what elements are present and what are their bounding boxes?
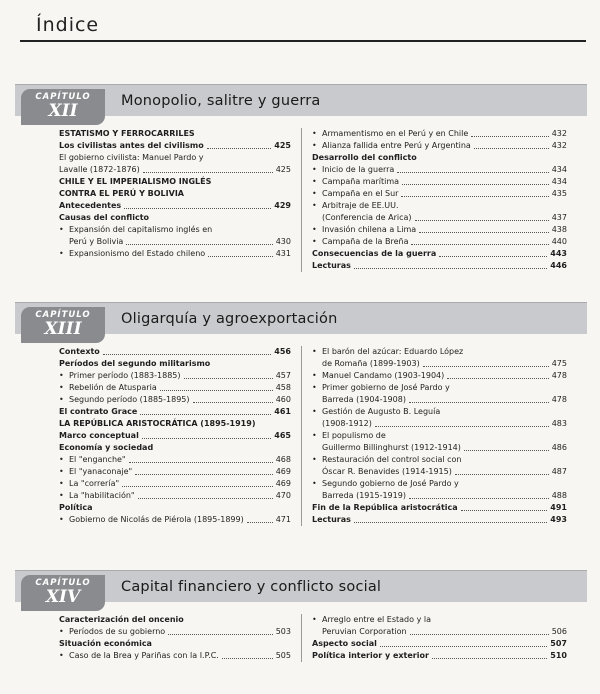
bullet-icon: • [59, 491, 64, 500]
dot-leader [411, 244, 548, 245]
toc-page-number: 440 [551, 237, 567, 246]
toc-entry-text: La "correría" [69, 479, 120, 488]
toc-entry[interactable] [312, 382, 567, 394]
dot-leader [461, 510, 548, 511]
toc-entry[interactable] [312, 236, 567, 248]
toc-entry[interactable] [59, 248, 291, 260]
toc-entry-text: Rebelión de Atusparia [69, 383, 157, 392]
toc-entry-text: Lecturas [312, 261, 351, 270]
toc-entry-text: Causas del conflicto [59, 213, 150, 222]
toc-page-number: 475 [551, 359, 567, 368]
bullet-icon: • [312, 201, 317, 210]
toc-entry[interactable] [312, 406, 567, 418]
toc-entry[interactable] [59, 454, 291, 466]
toc-entry[interactable] [312, 502, 567, 514]
toc-entry-text: Períodos de su gobierno [69, 627, 166, 636]
bullet-icon: • [312, 237, 317, 246]
chapter-badge-label: CAPÍTULO [35, 92, 91, 102]
toc-page-number: 470 [275, 491, 291, 500]
dot-leader [160, 390, 273, 391]
bullet-icon: • [312, 225, 317, 234]
bullet-icon: • [312, 383, 317, 392]
toc-entry-text: Segundo gobierno de José Pardo y [322, 479, 459, 488]
dot-leader [193, 402, 273, 403]
toc-entry[interactable] [59, 466, 291, 478]
bullet-icon: • [59, 383, 64, 392]
toc-page-number: 469 [275, 479, 291, 488]
dot-leader [222, 658, 273, 659]
toc-entry-text: Fin de la República aristocrática [312, 503, 458, 512]
dot-leader [184, 378, 273, 379]
chapter-number: XIII [44, 318, 82, 339]
toc-entry[interactable] [59, 418, 291, 430]
toc-entry-text: Política interior y exterior [312, 651, 429, 660]
toc-entry[interactable] [59, 614, 291, 626]
dot-leader [135, 474, 273, 475]
bullet-icon: • [312, 479, 317, 488]
dot-leader [471, 136, 548, 137]
toc-entry-text: Alianza fallida entre Perú y Argentina [322, 141, 471, 150]
chapter-badge [21, 89, 105, 125]
bullet-icon: • [312, 431, 317, 440]
toc-entry[interactable] [312, 200, 567, 212]
toc-entry-text: Perú y Bolivia [69, 237, 124, 246]
toc-entry-text: Períodos del segundo militarismo [59, 359, 211, 368]
toc-page-number: 456 [274, 347, 291, 356]
toc-entry-text: Campaña marítima [322, 177, 400, 186]
toc-entry[interactable] [59, 478, 291, 490]
toc-entry-text: Gestión de Augusto B. Leguía [322, 407, 441, 416]
toc-entry[interactable] [59, 502, 291, 514]
toc-entry[interactable] [59, 200, 291, 212]
toc-page-number: 486 [551, 443, 567, 452]
toc-entry[interactable] [59, 394, 291, 406]
toc-page-number: 425 [274, 141, 291, 150]
toc-entry-text: El gobierno civilista: Manuel Pardo y [59, 153, 204, 162]
toc-entry-text: (1908-1912) [322, 419, 372, 428]
toc-column-left [15, 128, 301, 272]
toc-entry-text: Caracterización del oncenio [59, 615, 184, 624]
bullet-icon: • [312, 407, 317, 416]
bullet-icon: • [312, 189, 317, 198]
toc-entry[interactable] [312, 224, 567, 236]
dot-leader [439, 256, 547, 257]
toc-entry[interactable] [59, 430, 291, 442]
toc-entry[interactable] [312, 638, 567, 650]
chapter-header [15, 570, 587, 607]
toc-entry-text: Primer gobierno de José Pardo y [322, 383, 450, 392]
bullet-icon: • [59, 627, 64, 636]
dot-leader [423, 366, 549, 367]
bullet-icon: • [312, 371, 317, 380]
toc-entry[interactable] [312, 164, 567, 176]
dot-leader [103, 354, 272, 355]
toc-entry[interactable] [59, 140, 291, 152]
toc-page-number: 432 [551, 129, 567, 138]
bullet-icon: • [59, 225, 64, 234]
dot-leader [129, 462, 273, 463]
toc-page-number: 465 [274, 431, 291, 440]
toc-entry[interactable] [312, 454, 567, 466]
dot-leader [447, 378, 548, 379]
toc-page-number: 431 [275, 249, 291, 258]
toc-entry-text: El populismo de [322, 431, 386, 440]
dot-leader [402, 184, 549, 185]
toc-entry-text: Antecedentes [59, 201, 122, 210]
bullet-icon: • [312, 347, 317, 356]
chapter-number: XII [48, 100, 78, 121]
dot-leader [410, 634, 549, 635]
toc-entry-text: Los civilistas antes del civilismo [59, 141, 204, 150]
toc-entry[interactable] [59, 188, 291, 200]
toc-page-number: 457 [275, 371, 291, 380]
toc-entry-text: ESTATISMO Y FERROCARRILES [59, 129, 195, 138]
bullet-icon: • [312, 129, 317, 138]
toc-entry-text: El barón del azúcar: Eduardo López [322, 347, 464, 356]
toc-entry-text: Guillermo Billinghurst (1912-1914) [322, 443, 461, 452]
toc-entry-text: Barreda (1915-1919) [322, 491, 406, 500]
toc-page-number: 510 [550, 651, 567, 660]
toc-page-number: 432 [551, 141, 567, 150]
toc-entry-text: Desarrollo del conflicto [312, 153, 417, 162]
toc-entry-text: Caso de la Brea y Pariñas con la I.P.C. [69, 651, 219, 660]
toc-entry-text: Situación económica [59, 639, 152, 648]
toc-entry[interactable] [312, 466, 567, 478]
toc-entry-text: Invasión chilena a Lima [322, 225, 417, 234]
toc-entry-text: Barreda (1904-1908) [322, 395, 406, 404]
toc-entry-text: CHILE Y EL IMPERIALISMO INGLÉS [59, 177, 212, 186]
toc-entry[interactable] [59, 128, 291, 140]
toc-entry-text: Lecturas [312, 515, 351, 524]
toc-entry-text: LA REPÚBLICA ARISTOCRÁTICA (1895-1919) [59, 419, 256, 428]
toc-page-number: 483 [551, 419, 567, 428]
bullet-icon: • [59, 515, 64, 524]
chapter-xii [15, 84, 587, 272]
bullet-icon: • [312, 455, 317, 464]
toc-entry[interactable] [312, 260, 567, 272]
toc-entry-text: Arbitraje de EE.UU. [322, 201, 399, 210]
toc-entry[interactable] [312, 212, 567, 224]
chapter-xiv [15, 570, 587, 662]
toc-entry[interactable] [312, 176, 567, 188]
bullet-icon: • [312, 141, 317, 150]
dot-leader [474, 148, 549, 149]
dot-leader [375, 426, 549, 427]
toc-entry-text: Primer período (1883-1885) [69, 371, 181, 380]
toc-page-number: 437 [551, 213, 567, 222]
toc-entry[interactable] [59, 638, 291, 650]
toc-entry-text: Manuel Candamo (1903-1904) [322, 371, 445, 380]
toc-entry-text: (Conferencia de Arica) [322, 213, 412, 222]
chapter-badge [21, 575, 105, 611]
toc-page-number: 438 [551, 225, 567, 234]
dot-leader [124, 208, 271, 209]
bullet-icon: • [59, 249, 64, 258]
chapter-title[interactable]: Monopolio, salitre y guerra [121, 93, 321, 109]
bullet-icon: • [59, 651, 64, 660]
toc-entry[interactable] [59, 212, 291, 224]
toc-entry[interactable] [59, 490, 291, 502]
toc-entry[interactable] [312, 626, 567, 638]
toc-page-number: 429 [274, 201, 291, 210]
dot-leader [415, 220, 549, 221]
toc-entry-text: Expansión del capitalismo inglés en [69, 225, 213, 234]
toc-page-number: 503 [275, 627, 291, 636]
dot-leader [397, 172, 548, 173]
toc-column-left [15, 346, 301, 526]
bullet-icon: • [59, 479, 64, 488]
toc-page-number: 434 [551, 177, 567, 186]
dot-leader [354, 522, 547, 523]
dot-leader [401, 196, 548, 197]
chapter-badge [21, 307, 105, 343]
dot-leader [140, 414, 271, 415]
dot-leader [122, 486, 273, 487]
toc-entry-text: La "habilitación" [69, 491, 135, 500]
dot-leader [354, 268, 547, 269]
toc-page-number: 460 [275, 395, 291, 404]
chapter-badge-label: CAPÍTULO [35, 578, 91, 588]
toc-page-number: 458 [275, 383, 291, 392]
bullet-icon: • [312, 165, 317, 174]
toc-page-number: 430 [275, 237, 291, 246]
toc-page-number: 488 [551, 491, 567, 500]
toc-column-right [301, 128, 587, 272]
toc-entry-text: Restauración del control social con [322, 455, 462, 464]
bullet-icon: • [59, 371, 64, 380]
toc-entry[interactable] [59, 176, 291, 188]
page-title: Índice [36, 14, 100, 36]
toc-entry[interactable] [312, 650, 567, 662]
toc-entry-text: Gobierno de Nicolás de Piérola (1895-1899) [69, 515, 244, 524]
chapter-xiii [15, 302, 587, 526]
toc-entry-text: Aspecto social [312, 639, 377, 648]
dot-leader [168, 634, 273, 635]
toc-entry[interactable] [312, 346, 567, 358]
toc-entry[interactable] [312, 152, 567, 164]
toc-entry-text: Expansionismo del Estado chileno [69, 249, 206, 258]
toc-entry[interactable] [59, 406, 291, 418]
toc-entry[interactable] [59, 514, 291, 526]
toc-entry[interactable] [312, 614, 567, 626]
chapter-badge-label: CAPÍTULO [35, 310, 91, 320]
toc-page-number: 469 [275, 467, 291, 476]
toc-entry-text: de Romaña (1899-1903) [322, 359, 420, 368]
toc-page-number: 468 [275, 455, 291, 464]
dot-leader [419, 232, 549, 233]
bullet-icon: • [312, 177, 317, 186]
toc-column-left [15, 614, 301, 662]
dot-leader [380, 646, 547, 647]
dot-leader [409, 498, 549, 499]
toc-page-number: 505 [275, 651, 291, 660]
toc-page-number: 493 [550, 515, 567, 524]
toc-entry-text: Campaña en el Sur [322, 189, 399, 198]
bullet-icon: • [59, 467, 64, 476]
toc-entry-text: Arreglo entre el Estado y la [322, 615, 431, 624]
chapter-number: XIV [45, 586, 81, 607]
toc-page-number: 478 [551, 371, 567, 380]
toc-entry[interactable] [312, 478, 567, 490]
chapter-title[interactable]: Capital financiero y conflicto social [121, 579, 382, 595]
toc-entry[interactable] [59, 358, 291, 370]
toc-page-number: 471 [275, 515, 291, 524]
toc-page-number: 435 [551, 189, 567, 198]
toc-entry[interactable] [312, 418, 567, 430]
dot-leader [142, 438, 271, 439]
toc-page-number: 506 [551, 627, 567, 636]
toc-entry[interactable] [59, 626, 291, 638]
toc-page-number: 491 [550, 503, 567, 512]
toc-entry-text: El contrato Grace [59, 407, 138, 416]
toc-entry[interactable] [59, 224, 291, 236]
bullet-icon: • [59, 395, 64, 404]
toc-page-number: 507 [550, 639, 567, 648]
toc-entry-text: Óscar R. Benavides (1914-1915) [322, 467, 452, 476]
toc-entry[interactable] [312, 394, 567, 406]
chapter-title[interactable]: Oligarquía y agroexportación [121, 311, 338, 327]
dot-leader [432, 658, 547, 659]
toc-entry-text: Inicio de la guerra [322, 165, 395, 174]
toc-entry[interactable] [312, 188, 567, 200]
toc-entry[interactable] [59, 152, 291, 164]
toc-entry[interactable] [59, 164, 291, 176]
toc-entry-text: Campaña de la Breña [322, 237, 409, 246]
toc-entry[interactable] [312, 128, 567, 140]
toc-entry[interactable] [59, 382, 291, 394]
toc-entry-text: CONTRA EL PERÚ Y BOLIVIA [59, 189, 184, 198]
toc-page-number: 434 [551, 165, 567, 174]
toc-page-number: 443 [550, 249, 567, 258]
toc-entry[interactable] [312, 490, 567, 502]
toc-column-right [301, 614, 587, 662]
toc-page-number: 487 [551, 467, 567, 476]
dot-leader [464, 450, 549, 451]
toc-page-number: 478 [551, 395, 567, 404]
toc-entry[interactable] [59, 650, 291, 662]
toc-entry-text: Peruvian Corporation [322, 627, 407, 636]
dot-leader [409, 402, 549, 403]
toc-entry[interactable] [312, 514, 567, 526]
toc-entry[interactable] [59, 346, 291, 358]
dot-leader [143, 172, 273, 173]
toc-entry-text: Contexto [59, 347, 100, 356]
title-rule [20, 40, 586, 42]
toc-entry-text: Lavalle (1872-1876) [59, 165, 140, 174]
toc-entry[interactable] [59, 370, 291, 382]
toc-entry[interactable] [312, 442, 567, 454]
toc-entry[interactable] [312, 140, 567, 152]
toc-entry[interactable] [312, 248, 567, 260]
toc-entry[interactable] [312, 358, 567, 370]
toc-entry-text: Economía y sociedad [59, 443, 154, 452]
dot-leader [247, 522, 273, 523]
toc-entry-text: Política [59, 503, 93, 512]
toc-page-number: 446 [550, 261, 567, 270]
toc-entry[interactable] [312, 370, 567, 382]
toc-entry-text: Marco conceptual [59, 431, 139, 440]
toc-page-number: 461 [274, 407, 291, 416]
bullet-icon: • [59, 455, 64, 464]
chapter-header [15, 84, 587, 121]
toc-entry-text: El "enganche" [69, 455, 126, 464]
toc-entry-text: El "yanaconaje" [69, 467, 133, 476]
toc-entry-text: Armamentismo en el Perú y en Chile [322, 129, 469, 138]
toc-column-right [301, 346, 587, 526]
toc-entry-text: Consecuencias de la guerra [312, 249, 437, 258]
toc-entry[interactable] [59, 236, 291, 248]
toc-entry-text: Segundo período (1885-1895) [69, 395, 190, 404]
toc-entry[interactable] [59, 442, 291, 454]
dot-leader [207, 148, 272, 149]
dot-leader [208, 256, 273, 257]
dot-leader [455, 474, 549, 475]
dot-leader [126, 244, 272, 245]
chapter-header [15, 302, 587, 339]
dot-leader [138, 498, 273, 499]
toc-page-number: 425 [275, 165, 291, 174]
toc-entry[interactable] [312, 430, 567, 442]
bullet-icon: • [312, 615, 317, 624]
